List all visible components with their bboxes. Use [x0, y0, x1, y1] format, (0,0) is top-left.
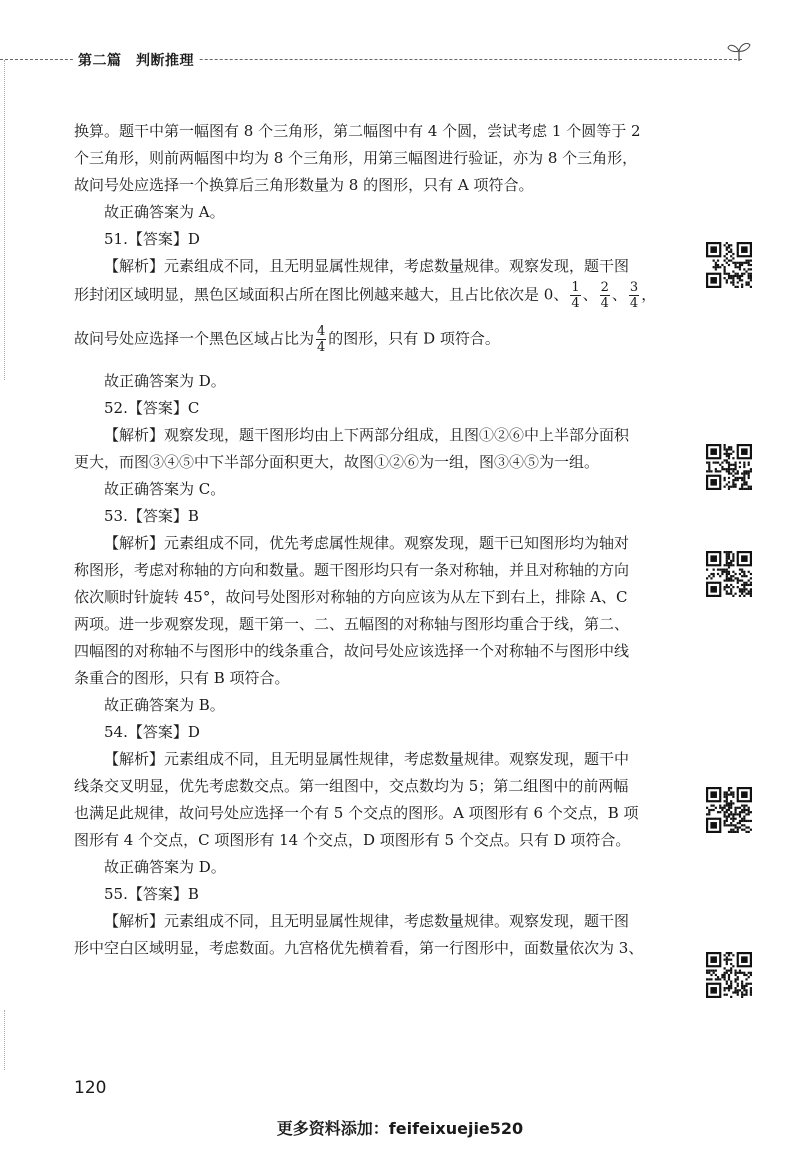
paragraph: 换算。题干中第一幅图有 8 个三角形，第二幅图中有 4 个圆，尝试考虑 1 个圆等于 2	[74, 122, 641, 140]
q52-answer-label: 52.【答案】C	[104, 399, 200, 417]
fraction	[570, 280, 580, 311]
answer-statement: 故正确答案为 D。	[104, 372, 226, 390]
numerator: 1	[571, 280, 580, 295]
running-header	[0, 40, 760, 70]
numerator: 4	[317, 324, 326, 339]
q52-explanation: 【解析】观察发现，题干图形均由上下两部分组成，且图①②⑥中上半部分面积	[104, 426, 630, 444]
q53-explanation: 称图形，考虑对称轴的方向和数量。题干图形均只有一条对称轴，并且对称轴的方向	[74, 561, 630, 579]
q51-conclusion	[74, 324, 674, 368]
q54-answer-label: 54.【答案】D	[104, 723, 200, 741]
fraction	[316, 324, 326, 355]
q51-text: 的图形，只有 D 项符合。	[328, 329, 500, 348]
q53-explanation: 【解析】元素组成不同，优先考虑属性规律。观察发现，题干已知图形均为轴对	[104, 534, 630, 552]
q54-explanation: 【解析】元素组成不同，且无明显属性规律，考虑数量规律。观察发现，题干中	[104, 750, 630, 768]
q51-text: 形封闭区域明显，黑色区域面积占所在图比例越来越大，且占比依次是 0、	[74, 285, 569, 304]
denominator: 4	[629, 296, 639, 311]
denominator: 4	[571, 296, 580, 311]
q55-answer-label: 55.【答案】B	[104, 885, 199, 903]
paragraph: 个三角形，则前两幅图中均为 8 个三角形，用第三幅图进行验证，亦为 8 个三角形，	[74, 149, 638, 167]
qr-code-icon[interactable]	[706, 242, 752, 288]
q55-explanation: 形中空白区域明显，考虑数面。九宫格优先横着看，第一行图形中，面数量依次为 3、	[74, 939, 644, 957]
sprout-icon	[726, 40, 752, 62]
q51-explanation-fractions	[74, 280, 674, 324]
q55-explanation: 【解析】元素组成不同，且无明显属性规律，考虑数量规律。观察发现，题干图	[104, 912, 630, 930]
q53-explanation: 依次顺时针旋转 45°，故问号处图形对称轴的方向应该为从左下到右上，排除 A、C	[74, 588, 628, 606]
q51-explanation: 【解析】元素组成不同，且无明显属性规律，考虑数量规律。观察发现，题干图	[104, 257, 630, 275]
q51-text: 故问号处应选择一个黑色区域占比为	[74, 329, 315, 348]
fraction	[629, 280, 639, 311]
header-title: 第二篇 判断推理	[74, 50, 198, 70]
page-body	[74, 118, 674, 962]
answer-statement: 故正确答案为 B。	[104, 696, 225, 714]
answer-statement: 故正确答案为 D。	[104, 858, 226, 876]
footer-note: 更多资料添加：feifeixuejie520	[276, 1119, 524, 1138]
separator: 、	[611, 285, 627, 304]
denominator: 4	[600, 296, 609, 311]
qr-code-icon[interactable]	[706, 952, 752, 998]
q54-explanation: 也满足此规律，故问号处应选择一个有 5 个交点的图形。A 项图形有 6 个交点，B 项	[74, 804, 639, 822]
page-number: 120	[74, 1078, 107, 1098]
q53-explanation: 条重合的图形，只有 B 项符合。	[74, 669, 290, 687]
numerator: 3	[629, 280, 639, 295]
separator: 、	[582, 285, 598, 304]
q52-explanation: 更大，而图③④⑤中下半部分面积更大，故图①②⑥为一组，图③④⑤为一组。	[74, 453, 600, 471]
fraction	[600, 280, 610, 311]
paragraph: 故问号处应选择一个换算后三角形数量为 8 的图形，只有 A 项符合。	[74, 176, 534, 194]
margin-rule	[4, 60, 5, 380]
q51-answer-label: 51.【答案】D	[104, 230, 200, 248]
q53-answer-label: 53.【答案】B	[104, 507, 199, 525]
q53-explanation: 四幅图的对称轴不与图形中的线条重合，故问号处应该选择一个对称轴不与图形中线	[74, 642, 630, 660]
separator: ，	[641, 285, 657, 304]
q54-explanation: 图形有 4 个交点，C 项图形有 14 个交点，D 项图形有 5 个交点。只有 D 项符合。	[74, 831, 631, 849]
answer-statement: 故正确答案为 A。	[104, 203, 225, 221]
answer-statement: 故正确答案为 C。	[104, 480, 226, 498]
q53-explanation: 两项。进一步观察发现，题干第一、二、五幅图的对称轴与图形均重合于线，第二、	[74, 615, 630, 633]
denominator: 4	[317, 340, 326, 355]
numerator: 2	[600, 280, 609, 295]
qr-code-icon[interactable]	[706, 551, 752, 597]
margin-rule-lower	[4, 1010, 5, 1070]
qr-code-icon[interactable]	[706, 444, 752, 490]
q54-explanation: 线条交叉明显，优先考虑数交点。第一组图中，交点数均为 5；第二组图中的前两幅	[74, 777, 629, 795]
qr-code-icon[interactable]	[706, 787, 752, 833]
